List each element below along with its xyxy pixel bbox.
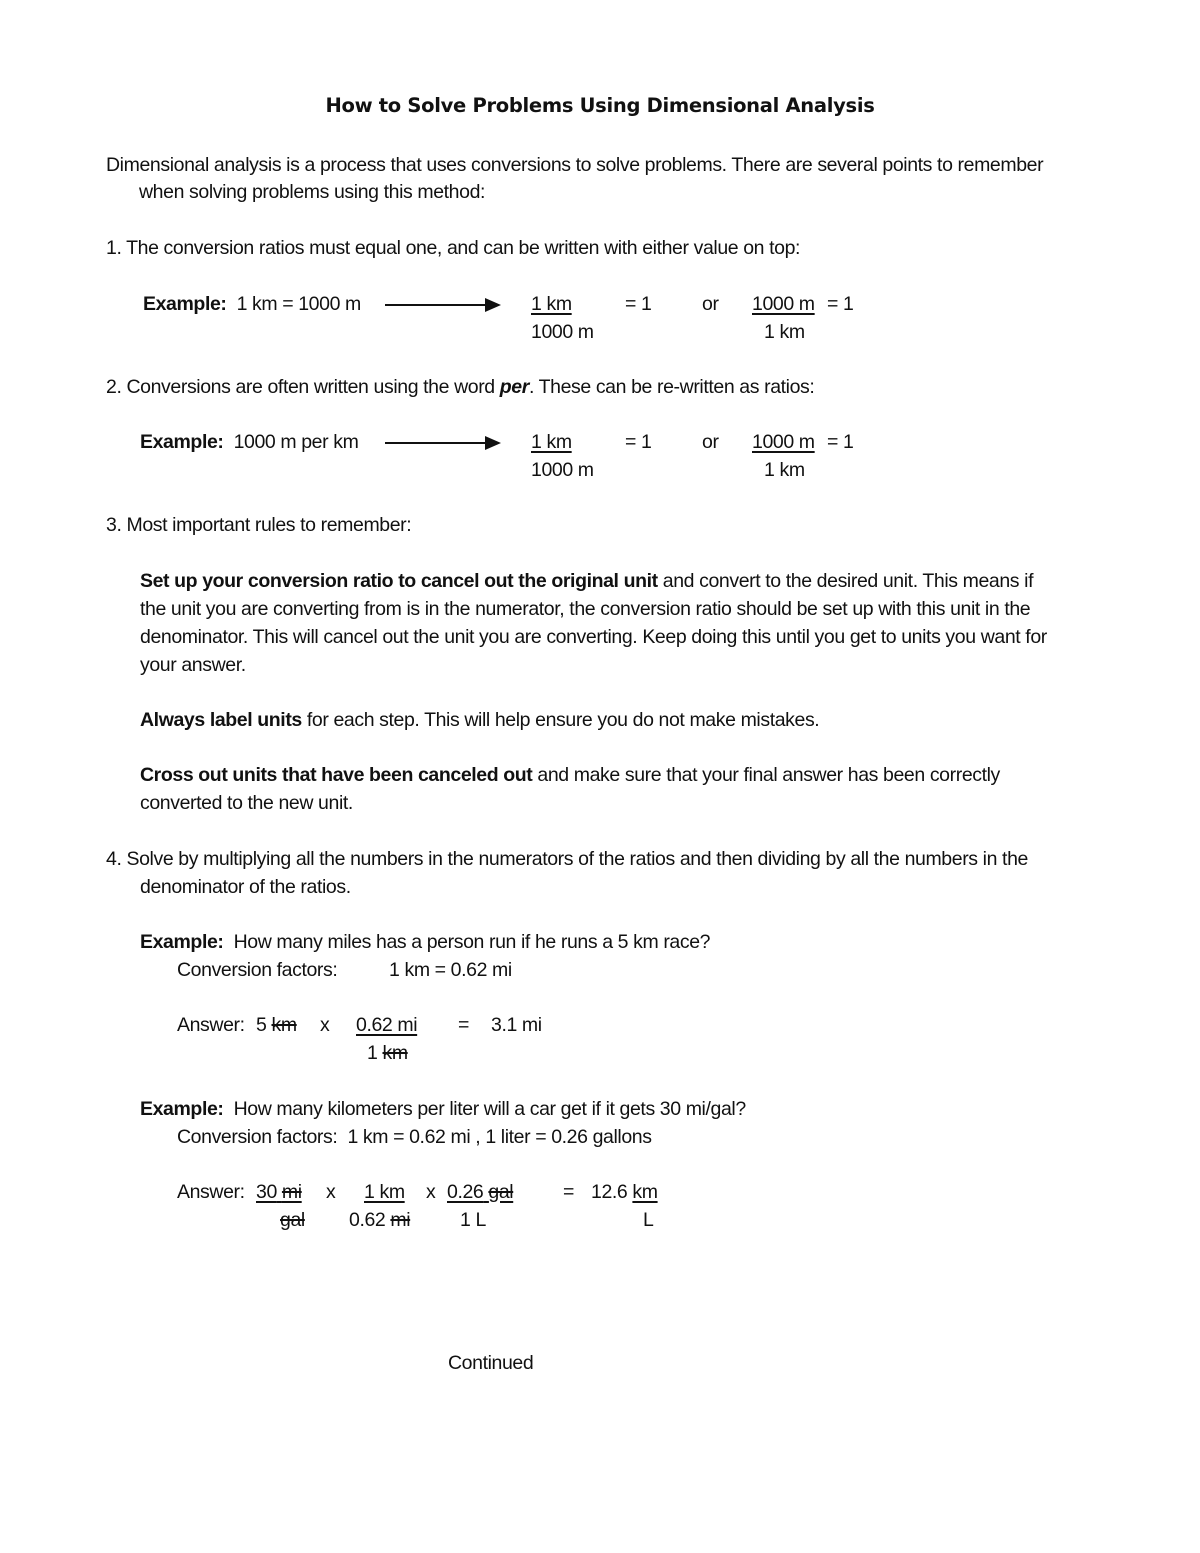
equals-one: = 1 — [625, 431, 652, 453]
example-2-question — [140, 1098, 746, 1120]
example-2-answer-label: Answer: — [177, 1181, 245, 1203]
canceled-unit: gal — [488, 1181, 514, 1203]
factor-denominator — [367, 1042, 408, 1064]
equals-one: = 1 — [827, 431, 854, 453]
numerator-number: 0.26 — [447, 1181, 484, 1203]
arrow-right-icon — [385, 296, 501, 314]
question-text: How many kilometers per liter will a car get if it gets 30 mi/gal? — [233, 1098, 746, 1120]
rule-1-line-3: denominator. This will cancel out the unit you are converting. Keep doing this until you get to units you want for — [140, 626, 1047, 648]
example-text: 1 km = 1000 m — [236, 293, 361, 315]
example-1-question — [140, 931, 710, 953]
point-1-text: 1. The conversion ratios must equal one, and can be written with either value on top: — [106, 237, 801, 259]
ratio-3-denominator: 1 L — [460, 1209, 486, 1231]
fraction-1-numerator: 1 km — [531, 431, 572, 453]
or-text: or — [702, 293, 719, 315]
result-number: 12.6 — [591, 1181, 628, 1203]
point-2-text-b: . These can be re-written as ratios: — [528, 376, 815, 398]
denominator-number: 0.62 — [349, 1209, 386, 1231]
canceled-unit: mi — [390, 1209, 411, 1231]
example-label: Example: — [140, 931, 224, 953]
rule-2-bold: Always label units — [140, 709, 302, 731]
example-2-factors — [177, 1126, 652, 1148]
example-1-factors: 1 km = 0.62 mi — [389, 959, 512, 981]
example-label: Example: — [143, 293, 227, 315]
example-1-factors-label: Conversion factors: — [177, 959, 338, 981]
rule-1-bold: Set up your conversion ratio to cancel out the original unit — [140, 570, 658, 592]
example-text: 1000 m per km — [233, 431, 359, 453]
result-denominator: L — [643, 1209, 654, 1231]
fraction-2-denominator: 1 km — [764, 459, 805, 481]
equals-sign: = — [458, 1014, 469, 1036]
times-sign: x — [426, 1181, 436, 1203]
per-emphasis: per — [499, 376, 529, 398]
rule-2 — [140, 709, 819, 731]
point-2-text — [106, 376, 814, 398]
canceled-unit: km — [382, 1042, 408, 1064]
result-unit: km — [632, 1181, 658, 1203]
factors-text: 1 km = 0.62 mi , 1 liter = 0.26 gallons — [347, 1126, 652, 1148]
ratio-3-numerator — [447, 1181, 513, 1203]
rule-1-line-1 — [140, 570, 1033, 592]
equals-one: = 1 — [827, 293, 854, 315]
canceled-unit: km — [271, 1014, 297, 1036]
factor-numerator: 0.62 mi — [356, 1014, 418, 1036]
fraction-1-denominator: 1000 m — [531, 321, 594, 343]
numerator-number: 30 — [256, 1181, 277, 1203]
example-1-start-value — [256, 1014, 297, 1036]
point-4-line-1: 4. Solve by multiplying all the numbers in the numerators of the ratios and then dividing by all the numbers in the — [106, 848, 1028, 870]
times-sign: x — [326, 1181, 336, 1203]
times-sign: x — [320, 1014, 330, 1036]
canceled-unit: mi — [281, 1181, 302, 1203]
rule-3-line-1 — [140, 764, 1000, 786]
example-1-result: 3.1 mi — [491, 1014, 542, 1036]
example-label: Example: — [140, 1098, 224, 1120]
ratio-2-numerator: 1 km — [364, 1181, 405, 1203]
rule-3-text: and make sure that your final answer has been correctly — [532, 764, 1000, 786]
factors-label: Conversion factors: — [177, 1126, 338, 1148]
example-1-answer-label: Answer: — [177, 1014, 245, 1036]
point-2-text-a: 2. Conversions are often written using the word — [106, 376, 500, 398]
point-3-text: 3. Most important rules to remember: — [106, 514, 412, 536]
rule-1-line-4: your answer. — [140, 654, 246, 676]
fraction-1-denominator: 1000 m — [531, 459, 594, 481]
fraction-2-numerator: 1000 m — [752, 431, 815, 453]
point-1-example — [143, 293, 361, 315]
rule-1-text: and convert to the desired unit. This means if — [657, 570, 1034, 592]
fraction-2-denominator: 1 km — [764, 321, 805, 343]
point-4-line-2: denominator of the ratios. — [140, 876, 351, 898]
rule-2-text: for each step. This will help ensure you do not make mistakes. — [301, 709, 820, 731]
page-title: How to Solve Problems Using Dimensional Analysis — [325, 94, 875, 117]
rule-3-line-2: converted to the new unit. — [140, 792, 353, 814]
canceled-unit: gal — [280, 1209, 305, 1231]
start-number: 5 — [256, 1014, 267, 1036]
ratio-1-numerator — [256, 1181, 302, 1203]
rule-3-bold: Cross out units that have been canceled out — [140, 764, 533, 786]
equals-one: = 1 — [625, 293, 652, 315]
or-text: or — [702, 431, 719, 453]
example-2-result — [591, 1181, 658, 1203]
ratio-1-denominator — [280, 1209, 305, 1231]
denominator-number: 1 — [367, 1042, 378, 1064]
equals-sign: = — [563, 1181, 574, 1203]
ratio-2-denominator — [349, 1209, 410, 1231]
rule-1-line-2: the unit you are converting from is in the numerator, the conversion ratio should be set up with this unit in the — [140, 598, 1031, 620]
question-text: How many miles has a person run if he runs a 5 km race? — [233, 931, 711, 953]
intro-line-2: when solving problems using this method: — [139, 181, 486, 203]
intro-line-1: Dimensional analysis is a process that uses conversions to solve problems. There are several points to remember — [106, 154, 1044, 176]
fraction-1-numerator: 1 km — [531, 293, 572, 315]
fraction-2-numerator: 1000 m — [752, 293, 815, 315]
example-label: Example: — [140, 431, 224, 453]
point-2-example — [140, 431, 358, 453]
arrow-right-icon — [385, 434, 501, 452]
continued-label: Continued — [448, 1352, 534, 1374]
